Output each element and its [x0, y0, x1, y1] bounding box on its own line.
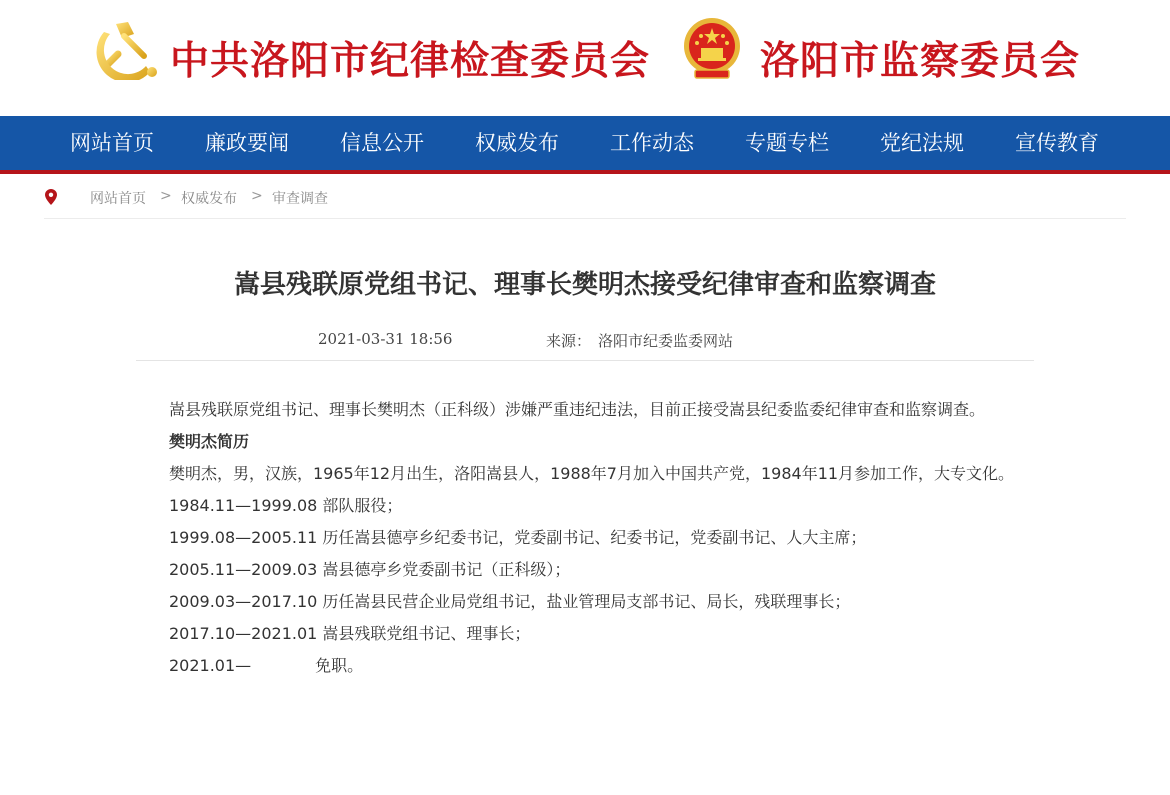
resume-entry: 1999.08—2005.11 历任嵩县德亭乡纪委书记，党委副书记、纪委书记，党委副书记、人大主席；: [169, 528, 867, 547]
article-paragraph: 嵩县残联原党组书记、理事长樊明杰（正科级）涉嫌严重违纪违法，目前正接受嵩县纪委监委纪律审查和监察调查。: [169, 400, 986, 419]
national-emblem-icon: [681, 16, 743, 80]
breadcrumb-separator: >: [251, 188, 263, 204]
nav-item-work-updates[interactable]: 工作动态: [610, 131, 694, 155]
source-name: 洛阳市纪委监委网站: [598, 332, 734, 350]
meta-divider: [136, 360, 1034, 361]
article-paragraph: 樊明杰，男，汉族，1965年12月出生，洛阳嵩县人，1988年7月加入中国共产党，1984年11月参加工作，大专文化。: [169, 464, 1015, 483]
resume-heading: 樊明杰简历: [169, 432, 250, 451]
nav-item-official-release[interactable]: 权威发布: [475, 131, 559, 155]
nav-item-special-topics[interactable]: 专题专栏: [745, 131, 829, 155]
breadcrumb-home[interactable]: 网站首页: [90, 191, 146, 207]
breadcrumb-official-release[interactable]: 权威发布: [181, 191, 237, 207]
party-emblem-icon: [94, 14, 160, 80]
nav-item-home[interactable]: 网站首页: [70, 131, 154, 155]
article-body: [136, 394, 1036, 682]
resume-entry: 2009.03—2017.10 历任嵩县民营企业局党组书记，盐业管理局支部书记、局长，残联理事长；: [169, 592, 851, 611]
nav-item-publicity-education[interactable]: 宣传教育: [1015, 131, 1099, 155]
breadcrumb: [44, 178, 1126, 219]
breadcrumb-review-investigation[interactable]: 审查调查: [272, 191, 328, 207]
main-nav: [0, 116, 1170, 174]
nav-item-party-regulations[interactable]: 党纪法规: [880, 131, 964, 155]
resume-entry: 2017.10—2021.01 嵩县残联党组书记、理事长；: [169, 624, 531, 643]
location-pin-icon: [45, 189, 57, 205]
breadcrumb-separator: >: [160, 188, 172, 204]
site-header: [0, 0, 1170, 116]
nav-item-integrity-news[interactable]: 廉政要闻: [205, 131, 289, 155]
publish-date: 2021-03-31 18:56: [318, 330, 453, 348]
resume-entry: 1984.11—1999.08 部队服役；: [169, 496, 403, 515]
resume-entry: 2005.11—2009.03 嵩县德亭乡党委副书记（正科级）；: [169, 560, 571, 579]
nav-item-info-disclosure[interactable]: 信息公开: [340, 131, 424, 155]
resume-entry: 2021.01— 免职。: [169, 656, 364, 675]
supervision-committee-title: 洛阳市监察委员会: [760, 38, 1081, 84]
source-label: 来源：: [546, 332, 592, 350]
party-committee-title: 中共洛阳市纪律检查委员会: [170, 38, 651, 84]
article-title: 嵩县残联原党组书记、理事长樊明杰接受纪律审查和监察调查: [233, 270, 936, 300]
